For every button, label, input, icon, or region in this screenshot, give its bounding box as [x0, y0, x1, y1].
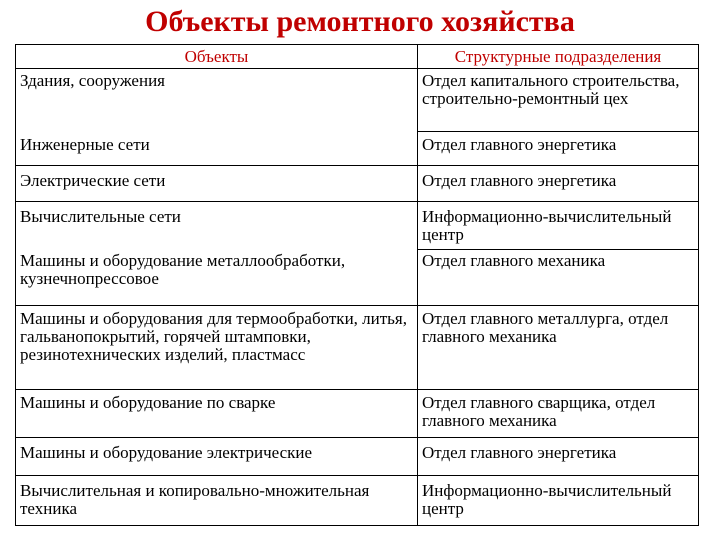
object-cell: Вычислительные сети — [16, 202, 418, 250]
unit-cell: Информационно-вычислительный центр — [418, 476, 699, 526]
object-cell: Инженерные сети — [16, 132, 418, 166]
table-header-row — [16, 45, 699, 69]
unit-cell: Отдел капитального строительства, строительно-ремонтный цех — [418, 69, 699, 132]
unit-cell: Отдел главного механика — [418, 250, 699, 306]
table-row — [16, 132, 699, 166]
object-cell: Машины и оборудование металлообработки, кузнечнопрессовое — [16, 250, 418, 306]
table-row — [16, 390, 699, 438]
object-cell: Электрические сети — [16, 166, 418, 202]
table-row — [16, 438, 699, 476]
repair-objects-table — [15, 44, 699, 526]
unit-cell: Отдел главного энергетика — [418, 166, 699, 202]
object-cell: Машины и оборудование электрические — [16, 438, 418, 476]
table-row — [16, 202, 699, 250]
header-objects: Объекты — [16, 45, 418, 69]
unit-cell: Отдел главного энергетика — [418, 438, 699, 476]
unit-cell: Отдел главного металлурга, отдел главного механика — [418, 306, 699, 390]
page-title: Объекты ремонтного хозяйства — [145, 5, 575, 38]
unit-cell: Отдел главного сварщика, отдел главного механика — [418, 390, 699, 438]
object-cell: Машины и оборудования для термообработки, литья, гальванопокрытий, горячей штамповки, резинотехнических изделий, пластмасс — [16, 306, 418, 390]
table-row — [16, 306, 699, 390]
object-cell: Машины и оборудование по сварке — [16, 390, 418, 438]
table-row — [16, 69, 699, 132]
unit-cell: Информационно-вычислительный центр — [418, 202, 699, 250]
object-cell: Вычислительная и копировально-множительная техника — [16, 476, 418, 526]
table-row — [16, 250, 699, 306]
unit-cell: Отдел главного энергетика — [418, 132, 699, 166]
table-row — [16, 166, 699, 202]
object-cell: Здания, сооружения — [16, 69, 418, 132]
table-row — [16, 476, 699, 526]
header-units: Структурные подразделения — [418, 45, 699, 69]
